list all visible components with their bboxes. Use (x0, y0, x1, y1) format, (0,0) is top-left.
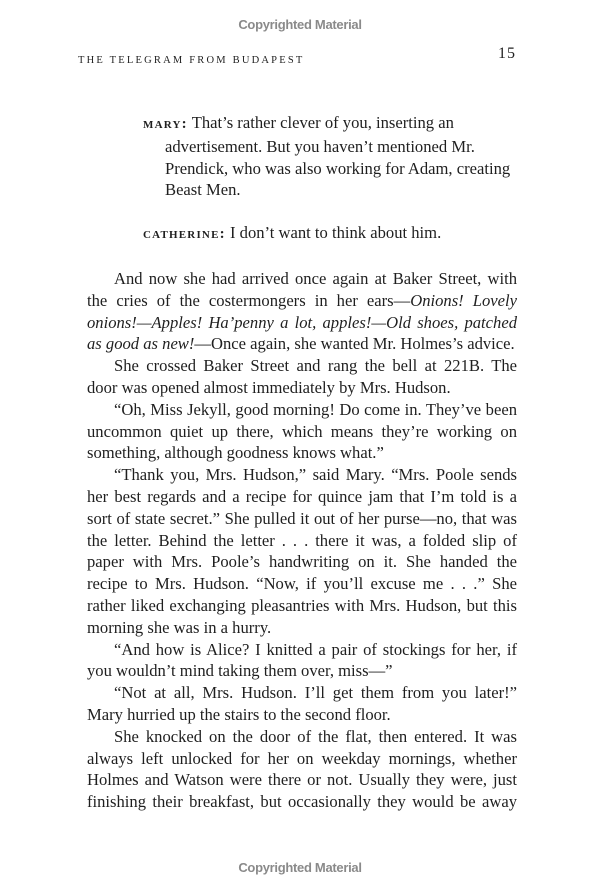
dialogue-catherine (143, 222, 523, 246)
dialogue-text: That’s rather clever of you, inserting an advertisement. But you haven’t mentioned Mr. Prendick, who was also working for Adam, creating Beast Men. (165, 113, 511, 200)
paragraph (87, 726, 517, 813)
speaker-label: catherine: (143, 226, 226, 242)
dialogue-text: I don’t want to think about him. (229, 223, 442, 242)
text-segment: And now she had arrived once again at Baker Street, with the cries of the costermongers in her ears— (87, 269, 517, 310)
body-text (87, 268, 517, 813)
text-segment: “Oh, Miss Jekyll, good morning! Do come in. They’ve been uncommon quiet up there, which means they’re working on something, although goodness knows what.” (87, 399, 517, 463)
text-segment: She knocked on the door of the flat, then entered. It was always left unlocked for her on weekday mornings, whether Holmes and Watson were there or not. Usually they were, just finishing their breakfast, but occasionally they would be away (87, 726, 517, 812)
paragraph (87, 399, 517, 464)
text-segment: “Thank you, Mrs. Hudson,” said Mary. “Mrs. Poole sends her best regards and a recipe for quince jam that I’m told is a sort of state secret.” She pulled it out of her purse—no, that was the letter. Behind the letter . . . there it was, a folded slip of paper with Mrs. Poole’s handwriting on it. She handed the recipe to Mrs. Hudson. “Now, if you’ll excuse me . . .” She rather liked exchanging pleasantries with Mrs. Hudson, but this morning she was in a hurry. (87, 465, 517, 637)
italic-segment: Onions! Lovely onions!—Apples! Ha’penny a lot, apples!—Old shoes, patched as good as new! (87, 290, 517, 354)
text-segment: She crossed Baker Street and rang the bell at 221B. The door was opened almost immediately by Mrs. Hudson. (87, 356, 517, 397)
copyright-watermark-bottom: Copyrighted Material (238, 860, 362, 875)
speaker-label: mary: (143, 116, 188, 132)
paragraph (87, 682, 517, 726)
running-head (78, 45, 518, 68)
dialogue-mary (143, 112, 523, 201)
chapter-title: THE TELEGRAM FROM BUDAPEST (78, 55, 305, 66)
paragraph (87, 639, 517, 683)
paragraph (87, 355, 517, 399)
text-segment: “Not at all, Mrs. Hudson. I’ll get them from you later!” Mary hurried up the stairs to the second floor. (87, 683, 517, 724)
text-segment: —Once again, she wanted Mr. Holmes’s advice. (194, 334, 515, 354)
text-segment: “And how is Alice? I knitted a pair of stockings for her, if you wouldn’t mind taking them over, miss—” (87, 639, 517, 681)
paragraph (87, 464, 517, 638)
page-number: 15 (498, 45, 516, 62)
copyright-watermark-top: Copyrighted Material (238, 17, 362, 32)
paragraph (87, 268, 517, 355)
